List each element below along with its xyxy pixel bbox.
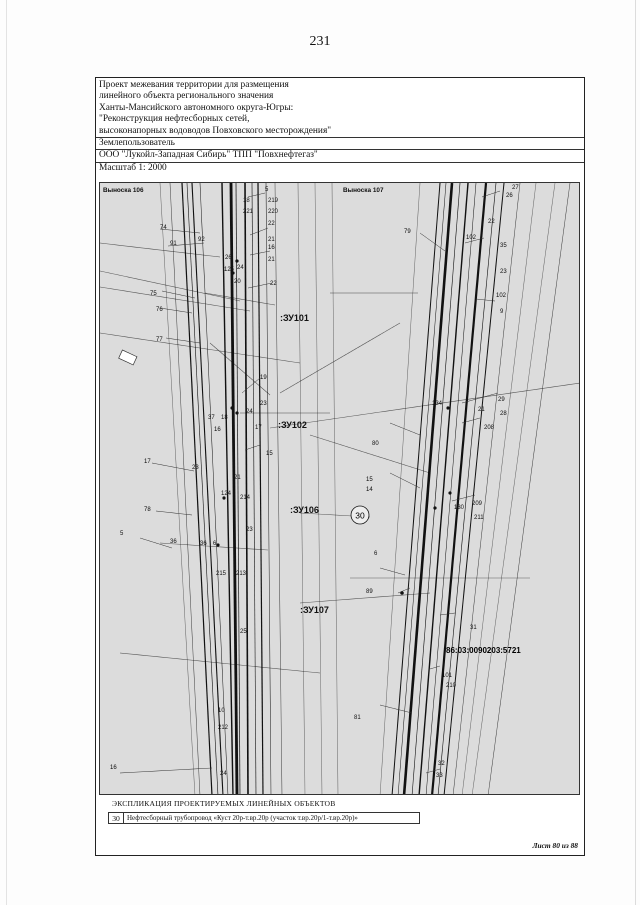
- point-label: 79: [404, 229, 411, 235]
- point-label: 26: [506, 193, 513, 199]
- point-label: 5: [265, 187, 269, 193]
- point-label: 16: [268, 245, 275, 251]
- point-label: 15: [366, 477, 373, 483]
- explication-row-num: 30: [109, 813, 124, 823]
- point-label: 75: [150, 291, 157, 297]
- point-label: 15: [266, 451, 273, 457]
- point-label: 21: [234, 475, 241, 481]
- point-label: 23: [246, 527, 253, 533]
- point-label: 210: [446, 683, 457, 689]
- point-label: 92: [198, 237, 205, 243]
- explication-title: ЭКСПЛИКАЦИЯ ПРОЕКТИРУЕМЫХ ЛИНЕЙНЫХ ОБЪЕКТОВ: [112, 799, 336, 808]
- point-label: 37: [208, 415, 215, 421]
- point-label: 125: [224, 267, 235, 273]
- point-label: 10: [218, 708, 225, 714]
- map-sheet: [95, 77, 585, 856]
- map-drawing: [100, 183, 580, 795]
- point-label: 78: [144, 507, 151, 513]
- land-user: ООО "Лукойл-Западная Сибирь" ТПП "Повхнефтегаз": [99, 150, 318, 161]
- scan-edge-right: [635, 0, 636, 905]
- point-label: 20: [234, 279, 241, 285]
- point-label: 35: [500, 243, 507, 249]
- point-label: 18: [221, 415, 228, 421]
- inset-label-left: Выноска 106: [103, 187, 144, 194]
- point-label: 24: [246, 409, 253, 415]
- point-label: 6: [374, 551, 378, 557]
- cadastral-number: 86:03:0090203:5721: [446, 646, 521, 655]
- point-label: 22: [270, 281, 277, 287]
- point-label: 91: [170, 241, 177, 247]
- explication-row: [108, 812, 420, 824]
- point-label: 16: [214, 427, 221, 433]
- point-label: 24: [237, 265, 244, 271]
- sheet-number: Лист 80 из 88: [532, 841, 578, 850]
- point-label: 21: [268, 237, 275, 243]
- point-label: 33: [436, 773, 443, 779]
- title-line-5: высоконапорных водоводов Повховского месторождения": [99, 125, 332, 136]
- scale: Масштаб 1: 2000: [99, 162, 167, 173]
- point-label: 6: [213, 541, 217, 547]
- point-label: 124: [221, 491, 232, 497]
- plot-label-zu101: :ЗУ101: [280, 313, 309, 323]
- svg-text:30: 30: [355, 510, 365, 521]
- point-label: 209: [472, 501, 483, 507]
- point-label: 32: [438, 761, 445, 767]
- point-label: 22: [488, 219, 495, 225]
- land-user-label: Землепользователь: [99, 138, 175, 149]
- point-label: 74: [160, 225, 167, 231]
- point-label: 211: [474, 515, 484, 521]
- explication-row-desc: Нефтесборный трубопровод «Куст 20р-т.вр.20р (участок т.вр.20р/1-т.вр.20р)»: [127, 814, 358, 822]
- point-label: 101: [442, 673, 453, 679]
- point-label: 76: [156, 307, 163, 313]
- point-label: 23: [260, 401, 267, 407]
- point-label: 26: [225, 255, 232, 261]
- point-label: 208: [484, 425, 495, 431]
- plot-label-zu106: :ЗУ106: [290, 505, 319, 515]
- point-label: 24: [220, 771, 227, 777]
- point-label: 9: [500, 309, 504, 315]
- point-label: 21: [478, 407, 485, 413]
- point-label: 220: [268, 209, 279, 215]
- point-label: 27: [512, 185, 519, 191]
- plot-label-zu107: :ЗУ107: [300, 605, 329, 615]
- title-line-2: линейного объекта регионального значения: [99, 91, 274, 102]
- point-label: 36: [200, 541, 207, 547]
- point-label: 25: [240, 629, 247, 635]
- title-line-4: "Реконструкция нефтесборных сетей,: [99, 114, 250, 125]
- title-line-3: Ханты-Мансийского автономного округа-Югры:: [99, 102, 294, 113]
- point-label: 215: [216, 571, 227, 577]
- point-label: 89: [366, 589, 373, 595]
- point-label: 19: [260, 375, 267, 381]
- point-label: 14: [366, 487, 373, 493]
- point-label: 212: [218, 725, 229, 731]
- point-label: 221: [243, 209, 254, 215]
- point-label: 214: [240, 495, 251, 501]
- explication: [96, 796, 584, 836]
- point-label: 23: [192, 465, 199, 471]
- point-label: 77: [156, 337, 163, 343]
- point-label: 213: [236, 571, 247, 577]
- title-line-1: Проект межевания территории для размещения: [99, 80, 289, 90]
- point-label: 81: [354, 715, 361, 721]
- plot-label-zu102: :ЗУ102: [278, 420, 307, 430]
- point-label: 29: [498, 397, 505, 403]
- cadastral-map: [99, 182, 580, 795]
- point-label: 17: [255, 425, 262, 431]
- point-label: 134: [432, 401, 443, 407]
- point-label: 16: [110, 765, 117, 771]
- point-label: 31: [470, 625, 477, 631]
- scan-edge-left: [6, 0, 7, 905]
- point-label: 102: [466, 235, 477, 241]
- point-label: 23: [500, 269, 507, 275]
- point-label: 18: [243, 198, 250, 204]
- point-label: 28: [500, 411, 507, 417]
- inset-label-right: Выноска 107: [343, 187, 384, 194]
- point-label: 21: [268, 257, 275, 263]
- point-label: 5: [120, 531, 124, 537]
- point-label: 219: [268, 198, 279, 204]
- point-label: 102: [496, 293, 507, 299]
- title-block: [96, 78, 584, 182]
- point-label: 17: [144, 459, 151, 465]
- point-label: 36: [170, 539, 177, 545]
- page-number: 231: [309, 34, 331, 49]
- point-label: 130: [454, 505, 465, 511]
- object-number-marker: [351, 506, 369, 524]
- point-label: 22: [268, 221, 275, 227]
- point-label: 80: [372, 441, 379, 447]
